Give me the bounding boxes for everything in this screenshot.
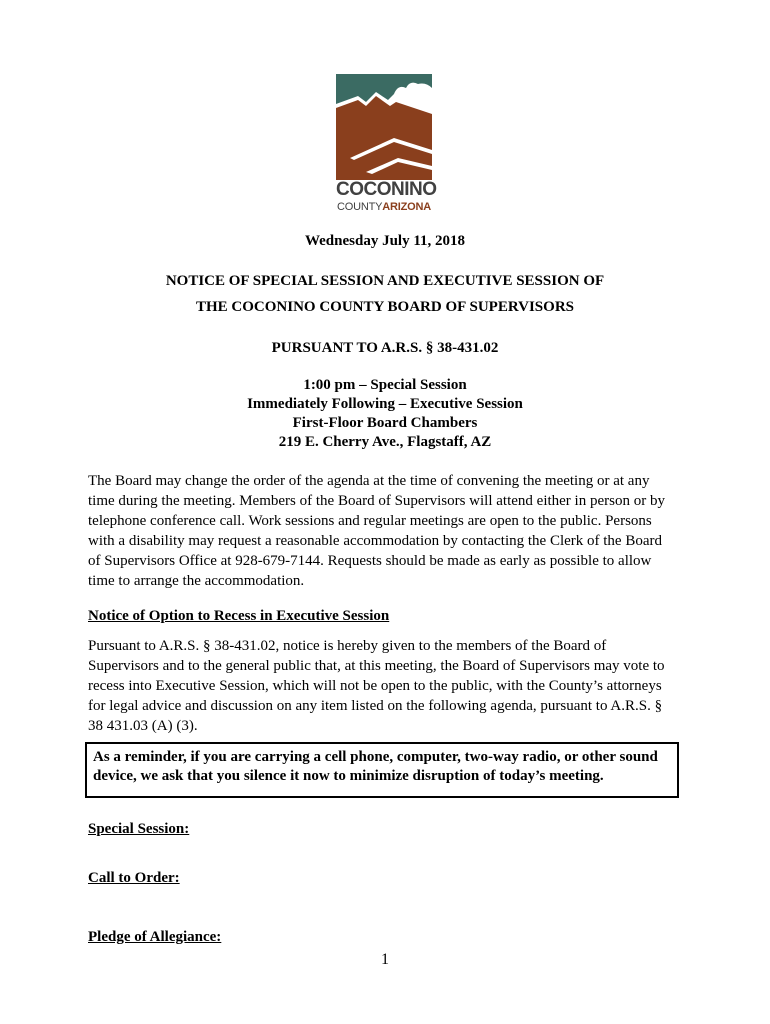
recess-line: Supervisors and to the general public that, at this meeting, the Board of Supervisors may vote to [88, 658, 665, 674]
page-number: 1 [381, 951, 389, 968]
recess-line: 38 431.03 (A) (3). [88, 718, 198, 734]
schedule-special-session: 1:00 pm – Special Session [303, 377, 467, 393]
call-to-order-heading: Call to Order: [88, 870, 180, 886]
intro-line: time to arrange the accommodation. [88, 573, 305, 589]
meeting-date: Wednesday July 11, 2018 [304, 233, 466, 249]
intro-line: time during the meeting. Members of the Board of Supervisors will attend either in person or by [88, 493, 665, 509]
intro-line: The Board may change the order of the agenda at the time of convening the meeting or at any [88, 473, 650, 489]
notice-title-line-2: THE COCONINO COUNTY BOARD OF SUPERVISORS [196, 299, 574, 315]
schedule-location: First-Floor Board Chambers [292, 415, 478, 431]
pledge-heading: Pledge of Allegiance: [88, 929, 222, 945]
logo-word-arizona: ARIZONA [382, 201, 431, 213]
statute-reference: PURSUANT TO A.R.S. § 38-431.02 [271, 340, 499, 356]
schedule-address: 219 E. Cherry Ave., Flagstaff, AZ [278, 434, 492, 450]
reminder-line: As a reminder, if you are carrying a cell phone, computer, two-way radio, or other sound [93, 749, 658, 765]
special-session-heading: Special Session: [88, 821, 190, 837]
logo-word-county: COUNTY [337, 201, 383, 213]
recess-line: recess into Executive Session, which will not be open to the public, with the County’s attorneys [88, 678, 662, 694]
recess-line: for legal advice and discussion on any item listed on the following agenda, pursuant to A.R.S. § [88, 698, 663, 714]
silence-devices-notice [85, 742, 679, 798]
logo-wordmark-county-arizona [336, 200, 432, 214]
notice-title-line-1: NOTICE OF SPECIAL SESSION AND EXECUTIVE SESSION OF [165, 273, 605, 289]
intro-line: telephone conference call. Work sessions and regular meetings are open to the public. Persons [88, 513, 652, 529]
intro-line: of Supervisors Office at 928-679-7144. Requests should be made as early as possible to allow [88, 553, 652, 569]
schedule-executive-session: Immediately Following – Executive Session [247, 396, 523, 412]
recess-line: Pursuant to A.R.S. § 38-431.02, notice is hereby given to the members of the Board of [88, 638, 607, 654]
logo-wordmark-coconino: COCONINO [336, 179, 437, 200]
intro-line: with a disability may request a reasonable accommodation by contacting the Clerk of the Board [88, 533, 662, 549]
recess-paragraph [88, 636, 688, 736]
reminder-line: device, we ask that you silence it now to minimize disruption of today’s meeting. [93, 768, 604, 784]
recess-heading: Notice of Option to Recess in Executive Session [88, 608, 390, 624]
intro-paragraph [88, 471, 688, 591]
